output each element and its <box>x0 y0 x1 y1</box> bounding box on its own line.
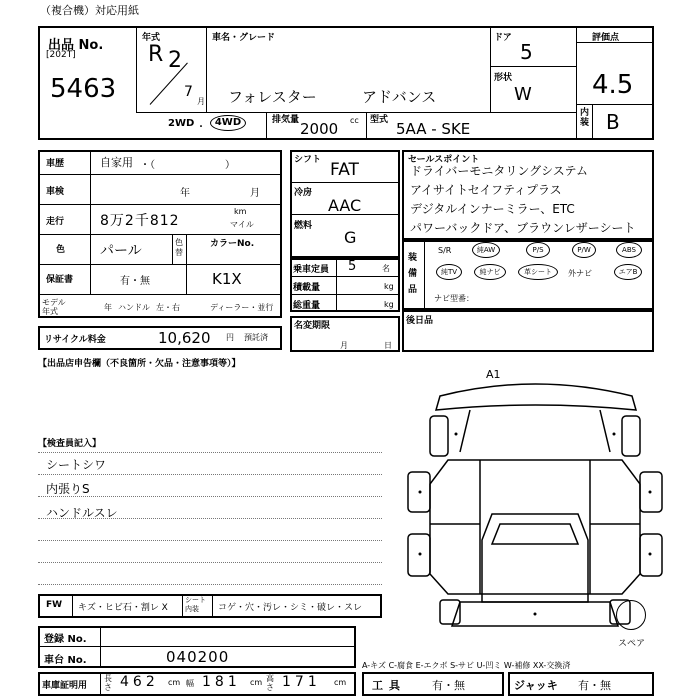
later-box <box>402 310 654 352</box>
model-year-year: 年 <box>104 303 112 312</box>
shape-label: 形状 <box>494 73 513 83</box>
cert-width-label: 幅 <box>186 679 194 688</box>
door-label: ドア <box>494 33 512 43</box>
model-label: 型式 <box>370 115 389 125</box>
shape-value: W <box>514 84 532 105</box>
drive-separator: ・ <box>196 122 206 133</box>
equip-abs <box>616 242 642 258</box>
equip-navi <box>474 264 506 280</box>
capacity-label: 乗車定員 <box>293 265 330 275</box>
sales-line-4: パワーバックドア、ブラウンレザーシート <box>410 221 636 235</box>
inspection-label: 車検 <box>46 187 65 197</box>
inspector-note-2: 内張りS <box>46 482 90 496</box>
cert-height: 171 <box>282 674 321 690</box>
capacity-value: 5 <box>348 259 357 274</box>
warranty-label: 保証書 <box>46 275 74 285</box>
form-header: （複合機）対応用紙 <box>40 4 139 17</box>
load-unit: kg <box>384 282 394 291</box>
equip-airbag-label: エアB <box>618 268 638 276</box>
cert-length-unit: cm <box>168 678 181 687</box>
sales-line-2: アイサイトセイフティプラス <box>410 183 562 197</box>
title-change-month: 月 <box>340 341 348 350</box>
warranty-value: 有・無 <box>120 276 150 287</box>
color-no-label: カラーNo. <box>210 239 255 249</box>
equip-navi-label: 純ナビ <box>479 268 501 276</box>
cert-height-label: 高さ <box>266 674 274 692</box>
equip-pw <box>572 242 596 258</box>
later-label: 後日品 <box>406 316 434 326</box>
cert-length: 462 <box>120 674 159 690</box>
equip-airbag <box>614 264 642 280</box>
ac-value: AAC <box>328 196 362 215</box>
cert-height-unit: cm <box>334 678 347 687</box>
sales-label: セールスポイント <box>408 155 480 165</box>
fw-text: キズ・ヒビ石・割レ X <box>78 603 168 613</box>
chassis-value: 040200 <box>166 648 230 666</box>
inspector-label: 【検査員記入】 <box>38 439 102 449</box>
door-value: 5 <box>520 40 533 64</box>
drive-4wd <box>210 115 246 131</box>
fw-text2: コゲ・穴・汚レ・シミ・破レ・スレ <box>218 603 363 613</box>
drive-2wd: 2WD <box>168 118 195 129</box>
inspector-note-1: シートシワ <box>46 458 107 472</box>
displacement-unit: cc <box>350 116 359 125</box>
year-month: 7 <box>184 84 193 100</box>
legend-text: A-キズ C-腐食 E-エクボ S-サビ U-凹ミ W-補修 XX-交換済 <box>362 661 571 670</box>
interior-value: B <box>606 110 620 134</box>
sales-line-1: ドライバーモニタリングシステム <box>410 164 588 178</box>
equip-leather <box>518 264 558 280</box>
equip-ps <box>526 242 550 258</box>
year-month-unit: 月 <box>197 97 205 106</box>
history-label: 車歴 <box>46 159 65 169</box>
mileage-label: 走行 <box>46 217 65 227</box>
recycle-deposit: 預託済 <box>244 333 268 342</box>
history-value: 自家用 <box>100 156 133 169</box>
tools-value: 有・無 <box>432 679 465 692</box>
registration-label: 登録 No. <box>44 634 87 645</box>
cert-width-unit: cm <box>250 678 263 687</box>
recycle-value: 10,620 <box>158 329 211 347</box>
model-year-handle-val: 左・右 <box>156 303 180 312</box>
car-name: フォレスター <box>228 88 317 106</box>
jack-label: ジャッキ <box>514 679 558 692</box>
fw-label: FW <box>46 600 63 610</box>
displacement-value: 2000 <box>300 120 339 138</box>
model-year-handle: ハンドル <box>118 303 150 312</box>
chassis-label: 車台 No. <box>44 655 87 666</box>
diagram-mark: A1 <box>486 368 501 381</box>
car-damage-diagram <box>400 364 670 634</box>
weight-label: 総重量 <box>293 301 321 311</box>
inspection-month: 月 <box>250 188 260 199</box>
color-value: パール <box>100 243 142 259</box>
equip-tv <box>436 264 462 280</box>
equip-awn <box>472 242 500 258</box>
lot-year-code: [202T] <box>46 50 76 60</box>
model-year-dealer: ディーラー・並行 <box>210 303 274 312</box>
recycle-label: リサイクル料金 <box>44 335 106 345</box>
mileage-unit-mile: マイル <box>230 220 254 229</box>
car-grade: アドバンス <box>362 88 437 106</box>
jack-value: 有・無 <box>578 679 611 692</box>
equip-ext-navi: 外ナビ <box>568 269 592 278</box>
spare-tire-circle <box>616 600 646 630</box>
car-label: 車名・グレード <box>212 33 276 43</box>
lot-number: 5463 <box>50 74 117 104</box>
model-year-label: モデル年式 <box>42 298 66 316</box>
model-value: 5AA - SKE <box>396 120 471 138</box>
mileage-unit-km: km <box>234 207 247 216</box>
equip-leather-label: 革シート <box>524 268 552 276</box>
lot-label: 出品 No. <box>48 38 104 53</box>
year-era: R <box>148 42 164 67</box>
cert-label: 車庫証明用 <box>42 681 88 691</box>
color-label: 色 <box>56 245 66 255</box>
cert-length-label: 長さ <box>104 674 112 692</box>
weight-unit: kg <box>384 300 394 309</box>
score-label: 評価点 <box>592 33 620 43</box>
displacement-label: 排気量 <box>272 115 300 125</box>
sales-line-3: デジタルインナーミラー、ETC <box>410 202 575 216</box>
drive-4wd-label: 4WD <box>214 117 242 128</box>
inspector-note-3: ハンドルスレ <box>46 506 118 520</box>
ac-label: 冷房 <box>294 188 313 198</box>
exhibitor-label: 【出品店申告欄（不良箇所・欠品・注意事項等）】 <box>38 359 241 369</box>
equip-navi-model: ナビ型番： <box>434 294 474 303</box>
equip-pw-label: P/W <box>577 246 591 254</box>
equipment-label: 装備品 <box>408 253 418 295</box>
mileage-value: 8万2千812 <box>100 213 180 229</box>
fw-seat: シート 内装 <box>185 596 206 613</box>
color-change-label: 色替 <box>175 238 183 257</box>
equip-ps-label: P/S <box>532 246 544 254</box>
equip-sr: S/R <box>438 246 452 255</box>
shift-label: シフト <box>294 155 322 165</box>
load-label: 積載量 <box>293 283 321 293</box>
top-info-box <box>38 26 654 140</box>
year-value: 2 <box>168 48 182 73</box>
title-change-label: 名変期限 <box>294 321 331 331</box>
capacity-unit: 名 <box>382 264 390 273</box>
year-label: 年式 <box>142 33 161 43</box>
fuel-label: 燃料 <box>294 221 313 231</box>
cert-width: 181 <box>202 674 241 690</box>
recycle-unit: 円 <box>226 333 234 342</box>
equip-abs-label: ABS <box>622 246 636 254</box>
score-value: 4.5 <box>592 70 634 100</box>
history-rest: ・（ ） <box>140 160 235 171</box>
equip-tv-label: 純TV <box>440 268 458 276</box>
interior-label: 内装 <box>580 108 590 128</box>
inspection-year: 年 <box>180 188 190 199</box>
color-no-value: K1X <box>212 270 242 288</box>
spare-label: スペア <box>618 639 646 649</box>
tools-label: 工具 <box>372 679 406 692</box>
equip-awn-label: 純AW <box>476 246 496 254</box>
fuel-value: G <box>344 228 357 247</box>
title-change-day: 日 <box>384 341 392 350</box>
shift-value: FAT <box>330 160 359 180</box>
